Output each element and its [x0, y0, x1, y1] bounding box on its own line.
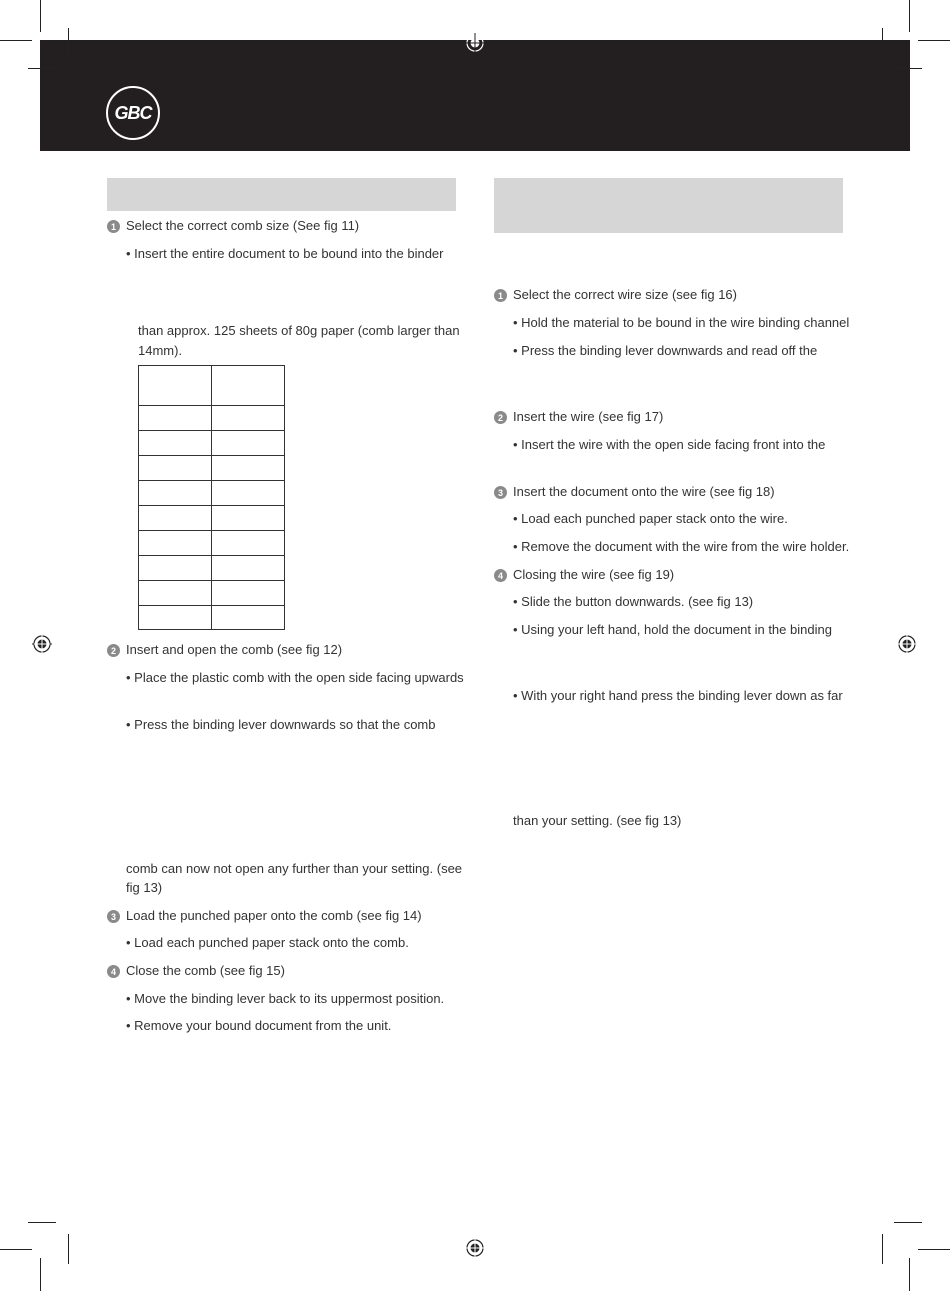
step-number-badge: 1 [494, 289, 507, 302]
bullet-text: • Using your left hand, hold the document in the binding [513, 622, 832, 637]
step-title: Insert the wire (see fig 17) [513, 409, 664, 424]
left-section-bar [107, 178, 456, 211]
crop-mark [28, 1222, 56, 1223]
step-title: Insert and open the comb (see fig 12) [126, 642, 343, 657]
table-cell [139, 506, 212, 531]
bullet-text: • Insert the wire with the open side facing front into the [513, 437, 826, 452]
crop-mark [909, 0, 910, 32]
crop-mark [0, 40, 32, 41]
table-cell [212, 406, 285, 431]
registration-mark-icon [897, 634, 917, 654]
table-cell [212, 481, 285, 506]
bullet-text: • Hold the material to be bound in the wire binding channel [513, 315, 850, 330]
crop-mark [28, 68, 56, 69]
crop-mark [909, 1258, 910, 1291]
registration-mark-icon [32, 634, 52, 654]
right-section-bar [494, 178, 843, 233]
table-cell [139, 481, 212, 506]
bullet-text: • Press the binding lever downwards and read off the [513, 343, 818, 358]
table-cell [139, 581, 212, 606]
table-cell [139, 431, 212, 456]
step-title: Load the punched paper onto the comb (see fig 14) [126, 908, 422, 923]
registration-mark-icon [465, 1238, 485, 1258]
table-cell [139, 366, 212, 406]
step-title: Close the comb (see fig 15) [126, 963, 285, 978]
step-title: Insert the document onto the wire (see fig 18) [513, 484, 775, 499]
crop-mark [40, 1258, 41, 1291]
body-text: comb can now not open any further than your setting. (see [126, 861, 463, 876]
step-number-badge: 4 [107, 965, 120, 978]
step-number-badge: 3 [107, 910, 120, 923]
step-number-badge: 2 [107, 644, 120, 657]
bullet-text: • Load each punched paper stack onto the comb. [126, 935, 409, 950]
body-text: than your setting. (see fig 13) [513, 813, 682, 828]
bullet-text: • Remove the document with the wire from the wire holder. [513, 539, 850, 554]
bullet-text: • Remove your bound document from the unit. [126, 1018, 392, 1033]
table-cell [212, 456, 285, 481]
step-title: Closing the wire (see fig 19) [513, 567, 675, 582]
step-title: Select the correct comb size (See fig 11) [126, 218, 360, 233]
step-number-badge: 1 [107, 220, 120, 233]
crop-mark [68, 28, 69, 56]
step-number-badge: 2 [494, 411, 507, 424]
table-cell [139, 456, 212, 481]
body-text: fig 13) [126, 880, 163, 895]
crop-mark [918, 1249, 950, 1250]
crop-mark [894, 1222, 922, 1223]
table-cell [139, 606, 212, 630]
table-cell [212, 556, 285, 581]
table-cell [212, 506, 285, 531]
table-cell [212, 531, 285, 556]
table-cell [212, 606, 285, 630]
header-band [40, 40, 910, 151]
bullet-text: • Place the plastic comb with the open side facing upwards [126, 670, 464, 685]
body-text: than approx. 125 sheets of 80g paper (comb larger than [138, 323, 460, 338]
table-cell [139, 531, 212, 556]
bullet-text: • Load each punched paper stack onto the wire. [513, 511, 788, 526]
crop-mark [894, 68, 922, 69]
bullet-text: • Insert the entire document to be bound into the binder [126, 246, 444, 261]
crop-mark [68, 1234, 69, 1264]
crop-mark [882, 28, 883, 56]
step-number-badge: 3 [494, 486, 507, 499]
step-title: Select the correct wire size (see fig 16) [513, 287, 737, 302]
bullet-text: • With your right hand press the binding lever down as far [513, 688, 843, 703]
crop-mark [40, 0, 41, 32]
step-number-badge: 4 [494, 569, 507, 582]
crop-mark [882, 1234, 883, 1264]
bullet-text: • Press the binding lever downwards so that the comb [126, 717, 436, 732]
table-cell [139, 556, 212, 581]
table-cell [139, 406, 212, 431]
gbc-logo: GBC [106, 86, 160, 140]
crop-mark [0, 1249, 32, 1250]
registration-mark-icon [465, 33, 485, 53]
body-text: 14mm). [138, 343, 183, 358]
comb-size-table [138, 365, 285, 630]
bullet-text: • Move the binding lever back to its uppermost position. [126, 991, 445, 1006]
bullet-text: • Slide the button downwards. (see fig 13) [513, 594, 754, 609]
table-cell [212, 431, 285, 456]
table-cell [212, 366, 285, 406]
table-cell [212, 581, 285, 606]
crop-mark [918, 40, 950, 41]
